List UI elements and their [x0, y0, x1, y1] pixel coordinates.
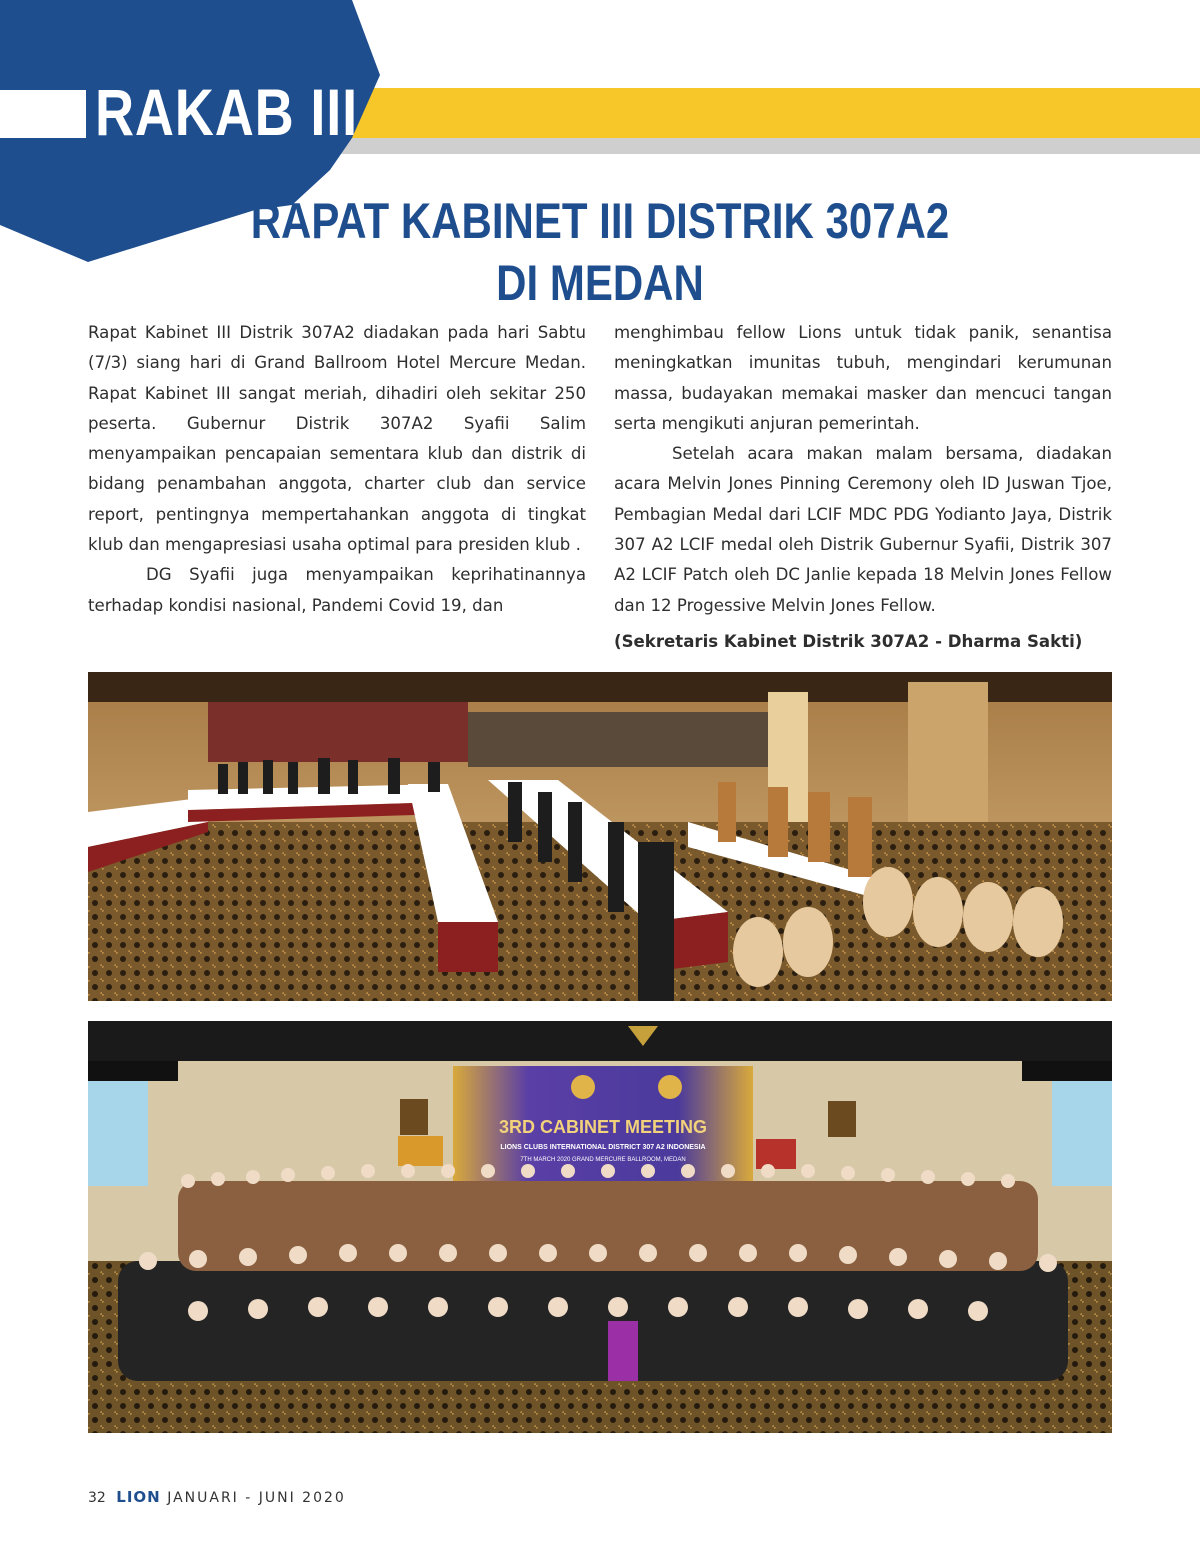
banner-title: 3RD CABINET MEETING [498, 1117, 708, 1137]
paragraph: menghimbau fellow Lions untuk tidak panik, senantisa meningkatkan imunitas tubuh, mengindari kerumunan massa, budayakan memakai masker dan mencuci tangan serta mengikuti anjuran pemerintah. [614, 323, 1112, 433]
photo-group-cabinet-meeting [88, 1021, 1112, 1433]
article-title [0, 190, 1200, 314]
issue-label: JANUARI - JUNI 2020 [167, 1490, 346, 1506]
banner-subtitle: LIONS CLUBS INTERNATIONAL DISTRICT 307 A2 INDONESIA [500, 1144, 706, 1151]
page-number: 32 [88, 1490, 106, 1506]
page-footer [88, 1488, 346, 1506]
article-column-right [614, 318, 1112, 657]
banner-date: 7TH MARCH 2020 GRAND MERCURE BALLROOM, MEDAN [520, 1157, 686, 1163]
paragraph: DG Syafii juga menyampaikan keprihatinannya terhadap kondisi nasional, Pandemi Covid 19, dan [88, 565, 586, 615]
article-column-left [88, 318, 586, 621]
paragraph: Rapat Kabinet III Distrik 307A2 diadakan pada hari Sabtu (7/3) siang hari di Grand Ballroom Hotel Mercure Medan. Rapat Kabinet III sangat meriah, dihadiri oleh sekitar 250 peserta. Gubernur Distrik 307A2 Syafii Salim menyampaikan pencapaian sementara klub dan distrik di bidang penambahan anggota, charter club dan service report, pentingnya mempertahankan anggota di tingkat klub dan mengapresiasi usaha optimal para presiden klub . [88, 323, 586, 555]
photo-group-image [88, 1021, 1112, 1433]
photo-ballroom-meeting [88, 672, 1112, 1001]
magazine-brand: LION [116, 1488, 161, 1506]
header-gray-stripe [330, 136, 1200, 154]
article-title-line-1: RAPAT KABINET III DISTRIK 307A2 [250, 193, 950, 249]
photo-ballroom-meeting-image [88, 672, 1112, 1001]
article-title-line-2: DI MEDAN [496, 255, 704, 311]
paragraph: Setelah acara makan malam bersama, diadakan acara Melvin Jones Pinning Ceremony oleh ID Juswan Tjoe, Pembagian Medal dari LCIF MDC PDG Yodianto Jaya, Distrik 307 A2 LCIF medal oleh Distrik Gubernur Syafii, Distrik 307 A2 LCIF Patch oleh DC Janlie kepada 18 Melvin Jones Fellow dan 12 Progessive Melvin Jones Fellow. [614, 444, 1112, 615]
section-label: RAKAB III [95, 75, 358, 149]
header-yellow-stripe [330, 88, 1200, 138]
article-byline: (Sekretaris Kabinet Distrik 307A2 - Dharma Sakti) [614, 631, 1083, 651]
header-white-bar-left [0, 90, 86, 138]
